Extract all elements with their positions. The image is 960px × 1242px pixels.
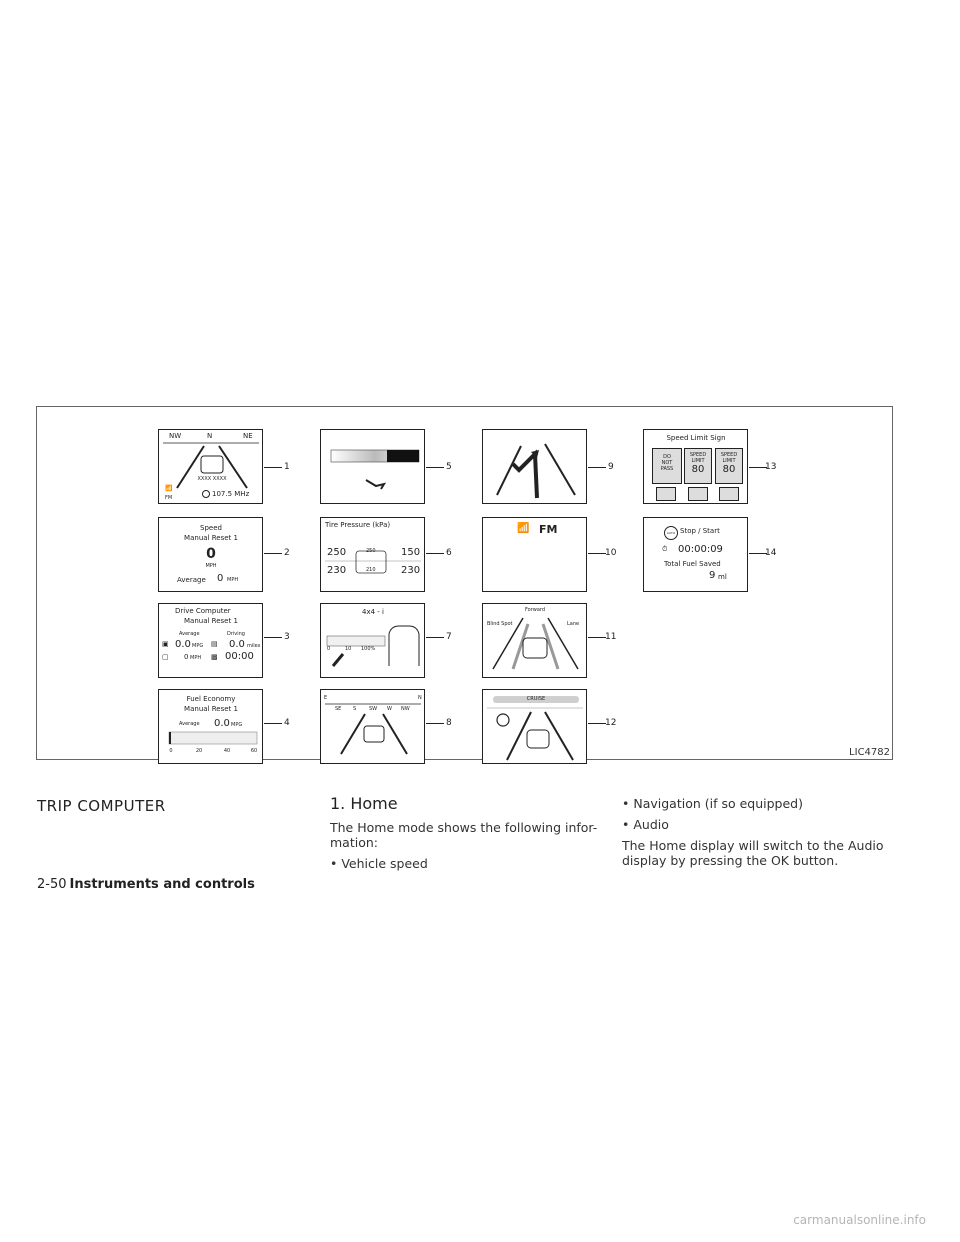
- awd-tick-0: 0: [327, 646, 331, 652]
- panel-driver-assist: [482, 603, 587, 678]
- panel-stop-start: [643, 517, 748, 592]
- drive-mph-unit: MPH: [190, 655, 202, 661]
- speed-icon: ▢: [162, 653, 169, 661]
- callout-14: 14: [765, 548, 777, 558]
- compass-nw: NW: [401, 706, 410, 712]
- antenna-icon: 📶: [165, 485, 173, 492]
- nav-arrow-art: [483, 430, 587, 504]
- compass-n: N: [418, 695, 422, 701]
- fuel-sub: Manual Reset 1: [184, 705, 238, 713]
- fuel-icon: ▣: [162, 640, 169, 648]
- fuel-title: Fuel Economy: [186, 695, 236, 703]
- speed-avg-value: 0: [217, 573, 224, 584]
- compass-n: N: [207, 432, 213, 440]
- speed-unit: MPH: [205, 563, 217, 569]
- figure-code: LIC4782: [849, 747, 890, 758]
- ss-title: Stop / Start: [680, 527, 720, 535]
- panel-compass: [320, 689, 425, 764]
- column-3-text: [622, 796, 908, 868]
- speed-avg-label: Average: [177, 576, 206, 584]
- awd-art: [321, 604, 425, 678]
- tire-rr: 230: [401, 565, 421, 576]
- panel-audio: [482, 517, 587, 592]
- callout-12: 12: [605, 718, 617, 728]
- assist-lane: Lane: [567, 621, 580, 627]
- panel-4x4: [320, 603, 425, 678]
- fuel-value: 0.0: [214, 718, 230, 729]
- distance-icon: ▤: [211, 640, 218, 648]
- instrument-display-figure: [36, 406, 893, 760]
- panel-tire-pressure: [320, 517, 425, 592]
- auto-icon: AUTO: [664, 526, 678, 540]
- cruise-bar-label: CRUISE: [526, 696, 546, 702]
- watermark: carmanualsonline.info: [793, 1213, 926, 1227]
- sign-speed-limit-2: SPEED LIMIT 80: [715, 448, 743, 484]
- fuel-bar-art: [159, 690, 263, 764]
- tire-center: 250: [366, 548, 376, 554]
- speed-title: Speed: [200, 524, 222, 532]
- panel-speed: [158, 517, 263, 592]
- speed-value: 0: [206, 546, 216, 562]
- subsection-heading: 1. Home: [330, 794, 398, 813]
- speed-avg-unit: MPH: [227, 577, 239, 583]
- panel-home: [158, 429, 263, 504]
- section-title: TRIP COMPUTER: [37, 797, 166, 815]
- bullet-item: • Vehicle speed: [330, 856, 428, 871]
- drive-mph-value: 0: [184, 653, 189, 661]
- sign-do-not-pass: DO NOT PASS: [652, 448, 682, 484]
- column-2-text: [330, 820, 608, 871]
- callout-4: 4: [284, 718, 290, 728]
- car-icon: [656, 487, 676, 501]
- panel-navigation: [482, 429, 587, 504]
- callout-11: 11: [605, 632, 617, 642]
- drive-mpg-unit: MPG: [192, 643, 204, 649]
- drive-time: 00:00: [225, 651, 254, 662]
- panel-drive-computer: [158, 603, 263, 678]
- chapter-title: Instruments and controls: [69, 877, 255, 892]
- fuel-tick-2: 40: [223, 748, 231, 754]
- drive-mpg-value: 0.0: [175, 639, 191, 650]
- callout-5: 5: [446, 462, 452, 472]
- drive-sub: Manual Reset 1: [184, 617, 238, 625]
- callout-10: 10: [605, 548, 617, 558]
- panel-speed-limit: [643, 429, 748, 504]
- speed-sub: Manual Reset 1: [184, 534, 238, 542]
- drive-title: Drive Computer: [175, 607, 231, 615]
- paragraph: The Home display will switch to the Audio display by pressing the OK button.: [622, 838, 884, 868]
- drive-miles-unit: miles: [247, 643, 261, 649]
- tire-fr: 150: [401, 547, 421, 558]
- awd-title: 4x4 - i: [362, 608, 384, 616]
- ss-time: 00:00:09: [678, 544, 723, 555]
- compass-s: S: [353, 706, 357, 712]
- callout-9: 9: [608, 462, 614, 472]
- ss-saved-label: Total Fuel Saved: [664, 560, 721, 568]
- fuel-avg-label: Average: [179, 721, 200, 727]
- compass-ne: NE: [243, 432, 253, 440]
- drive-avg-label: Average: [179, 631, 200, 637]
- frequency-text: 107.5 MHz: [212, 490, 250, 498]
- antenna-icon: 📶: [517, 523, 530, 534]
- page-footer: [37, 877, 255, 892]
- awd-tick-1: 10: [345, 646, 352, 652]
- panel-fuel-economy: [158, 689, 263, 764]
- callout-8: 8: [446, 718, 452, 728]
- paragraph: The Home mode shows the following infor-mation:: [330, 820, 598, 850]
- car-icon: [719, 487, 739, 501]
- fuel-tick-0: 0: [169, 748, 173, 754]
- tire-title: Tire Pressure (kPa): [325, 521, 391, 529]
- fuel-tick-3: 60: [250, 748, 258, 754]
- timer-icon: ⏱: [662, 545, 668, 553]
- audio-band: FM: [539, 523, 558, 536]
- assist-art: [483, 604, 587, 678]
- timer-icon: ▩: [211, 653, 218, 661]
- page-number: 2-50: [37, 877, 67, 892]
- compass-road-art: [321, 690, 425, 764]
- gauge-art: [321, 430, 425, 504]
- compass-e: E: [324, 695, 328, 701]
- sls-title: Speed Limit Sign: [666, 434, 726, 442]
- tire-fl: 250: [327, 547, 347, 558]
- compass-nw: NW: [169, 432, 182, 440]
- car-icon: [688, 487, 708, 501]
- ss-saved-value: 9: [709, 570, 716, 581]
- drive-driving-label: Driving: [227, 631, 245, 637]
- drive-miles-value: 0.0: [229, 639, 245, 650]
- callout-7: 7: [446, 632, 452, 642]
- callout-1: 1: [284, 462, 290, 472]
- plate-text: XXXX XXXX: [197, 476, 227, 482]
- band-label: FM: [165, 495, 173, 501]
- tire-spare: 210: [366, 567, 376, 573]
- bullet-item: • Audio: [622, 817, 669, 832]
- compass-w: W: [387, 706, 392, 712]
- assist-blind: Blind Spot: [487, 621, 513, 627]
- bullet-item: • Navigation (if so equipped): [622, 796, 803, 811]
- awd-tick-2: 100%: [361, 646, 376, 652]
- sign-speed-limit-1: SPEED LIMIT 80: [684, 448, 712, 484]
- compass-se: SE: [335, 706, 342, 712]
- callout-2: 2: [284, 548, 290, 558]
- callout-6: 6: [446, 548, 452, 558]
- compass-sw: SW: [369, 706, 378, 712]
- callout-13: 13: [765, 462, 777, 472]
- ss-saved-unit: ml: [718, 573, 727, 581]
- tire-rl: 230: [327, 565, 347, 576]
- fuel-tick-1: 20: [195, 748, 203, 754]
- panel-cruise: [482, 689, 587, 764]
- callout-3: 3: [284, 632, 290, 642]
- panel-gauge: [320, 429, 425, 504]
- assist-forward: Forward: [524, 607, 546, 613]
- fuel-unit: MPG: [231, 722, 243, 728]
